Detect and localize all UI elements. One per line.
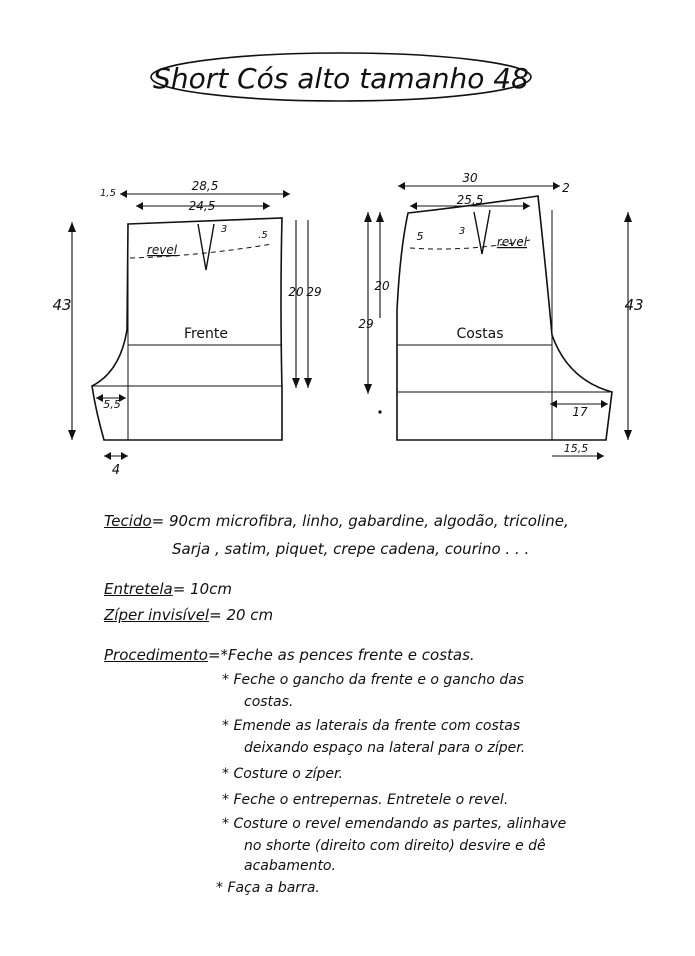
step-line: no shorte (direito com direito) desvire e dê xyxy=(244,838,546,854)
front-side-height-outer: 29 xyxy=(306,285,322,299)
front-hem-offset: 4 xyxy=(111,463,121,478)
tecido-row xyxy=(104,512,569,530)
back-hem-offset: 15,5 xyxy=(563,442,589,455)
procedimento-row xyxy=(104,646,475,664)
front-corner-rise: 1,5 xyxy=(100,188,116,199)
front-dart-width: 3 xyxy=(220,224,228,235)
ziper-value: = 20 cm xyxy=(209,606,274,624)
step-line: * Costure o zíper. xyxy=(222,766,343,782)
step-line: * Feche o gancho da frente e o gancho das xyxy=(222,672,525,688)
step-line: * Costure o revel emendando as partes, alinhave xyxy=(222,816,567,832)
procedimento-label: Procedimento xyxy=(104,646,208,664)
front-side-height-inner: 20 xyxy=(288,285,304,299)
front-piece xyxy=(72,194,308,456)
ziper-label: Zíper invisível xyxy=(104,606,210,624)
back-revel-depth: 5 xyxy=(416,230,424,243)
back-dart-width: 3 xyxy=(458,226,466,237)
back-total-height: 43 xyxy=(624,296,644,314)
front-revel-label: revel xyxy=(146,243,178,257)
step-line: deixando espaço na lateral para o zíper. xyxy=(244,740,526,756)
tecido-label: Tecido xyxy=(104,512,152,530)
tecido-line1: = 90cm microfibra, linho, gabardine, algodão, tricoline, xyxy=(151,512,569,530)
entretela-label: Entretela xyxy=(104,580,173,598)
front-dart xyxy=(198,224,214,270)
ziper-row xyxy=(104,606,273,624)
back-piece xyxy=(368,186,628,456)
step-line: * Feche o entrepernas. Entretele o revel. xyxy=(222,792,509,808)
tecido-line2: Sarja , satim, piquet, crepe cadena, courino . . . xyxy=(172,540,530,558)
front-waist-width: 24,5 xyxy=(188,199,216,213)
step-line: acabamento. xyxy=(244,858,336,874)
page-title: Short Cós alto tamanho 48 xyxy=(153,62,529,95)
front-side-offset: .5 xyxy=(258,230,268,241)
entretela-row xyxy=(104,580,232,598)
step-line: * Faça a barra. xyxy=(216,880,320,896)
front-label: Frente xyxy=(183,326,229,342)
step-line: costas. xyxy=(244,694,294,710)
step-line: * Emende as laterais da frente com costas xyxy=(222,718,521,734)
back-corner-rise: 2 xyxy=(562,181,570,195)
front-total-height: 43 xyxy=(52,296,72,314)
back-side-height-inner: 20 xyxy=(374,279,390,293)
front-arrowheads xyxy=(68,190,312,460)
entretela-value: = 10cm xyxy=(172,580,233,598)
procedimento-first: =*Feche as pences frente e costas. xyxy=(207,646,475,664)
back-top-width: 30 xyxy=(462,171,478,185)
back-waist-width: 25,5 xyxy=(456,193,484,207)
front-top-width: 28,5 xyxy=(191,179,219,193)
front-crotch-ext: 5,5 xyxy=(103,398,121,411)
back-side-height-outer: 29 xyxy=(358,317,374,331)
back-crotch-ext: 17 xyxy=(572,405,588,419)
back-label: Costas xyxy=(456,326,504,342)
back-revel-label: revel xyxy=(496,235,528,249)
back-outline xyxy=(397,196,612,440)
back-mark-dot xyxy=(378,410,381,413)
back-arrowheads xyxy=(364,182,632,460)
